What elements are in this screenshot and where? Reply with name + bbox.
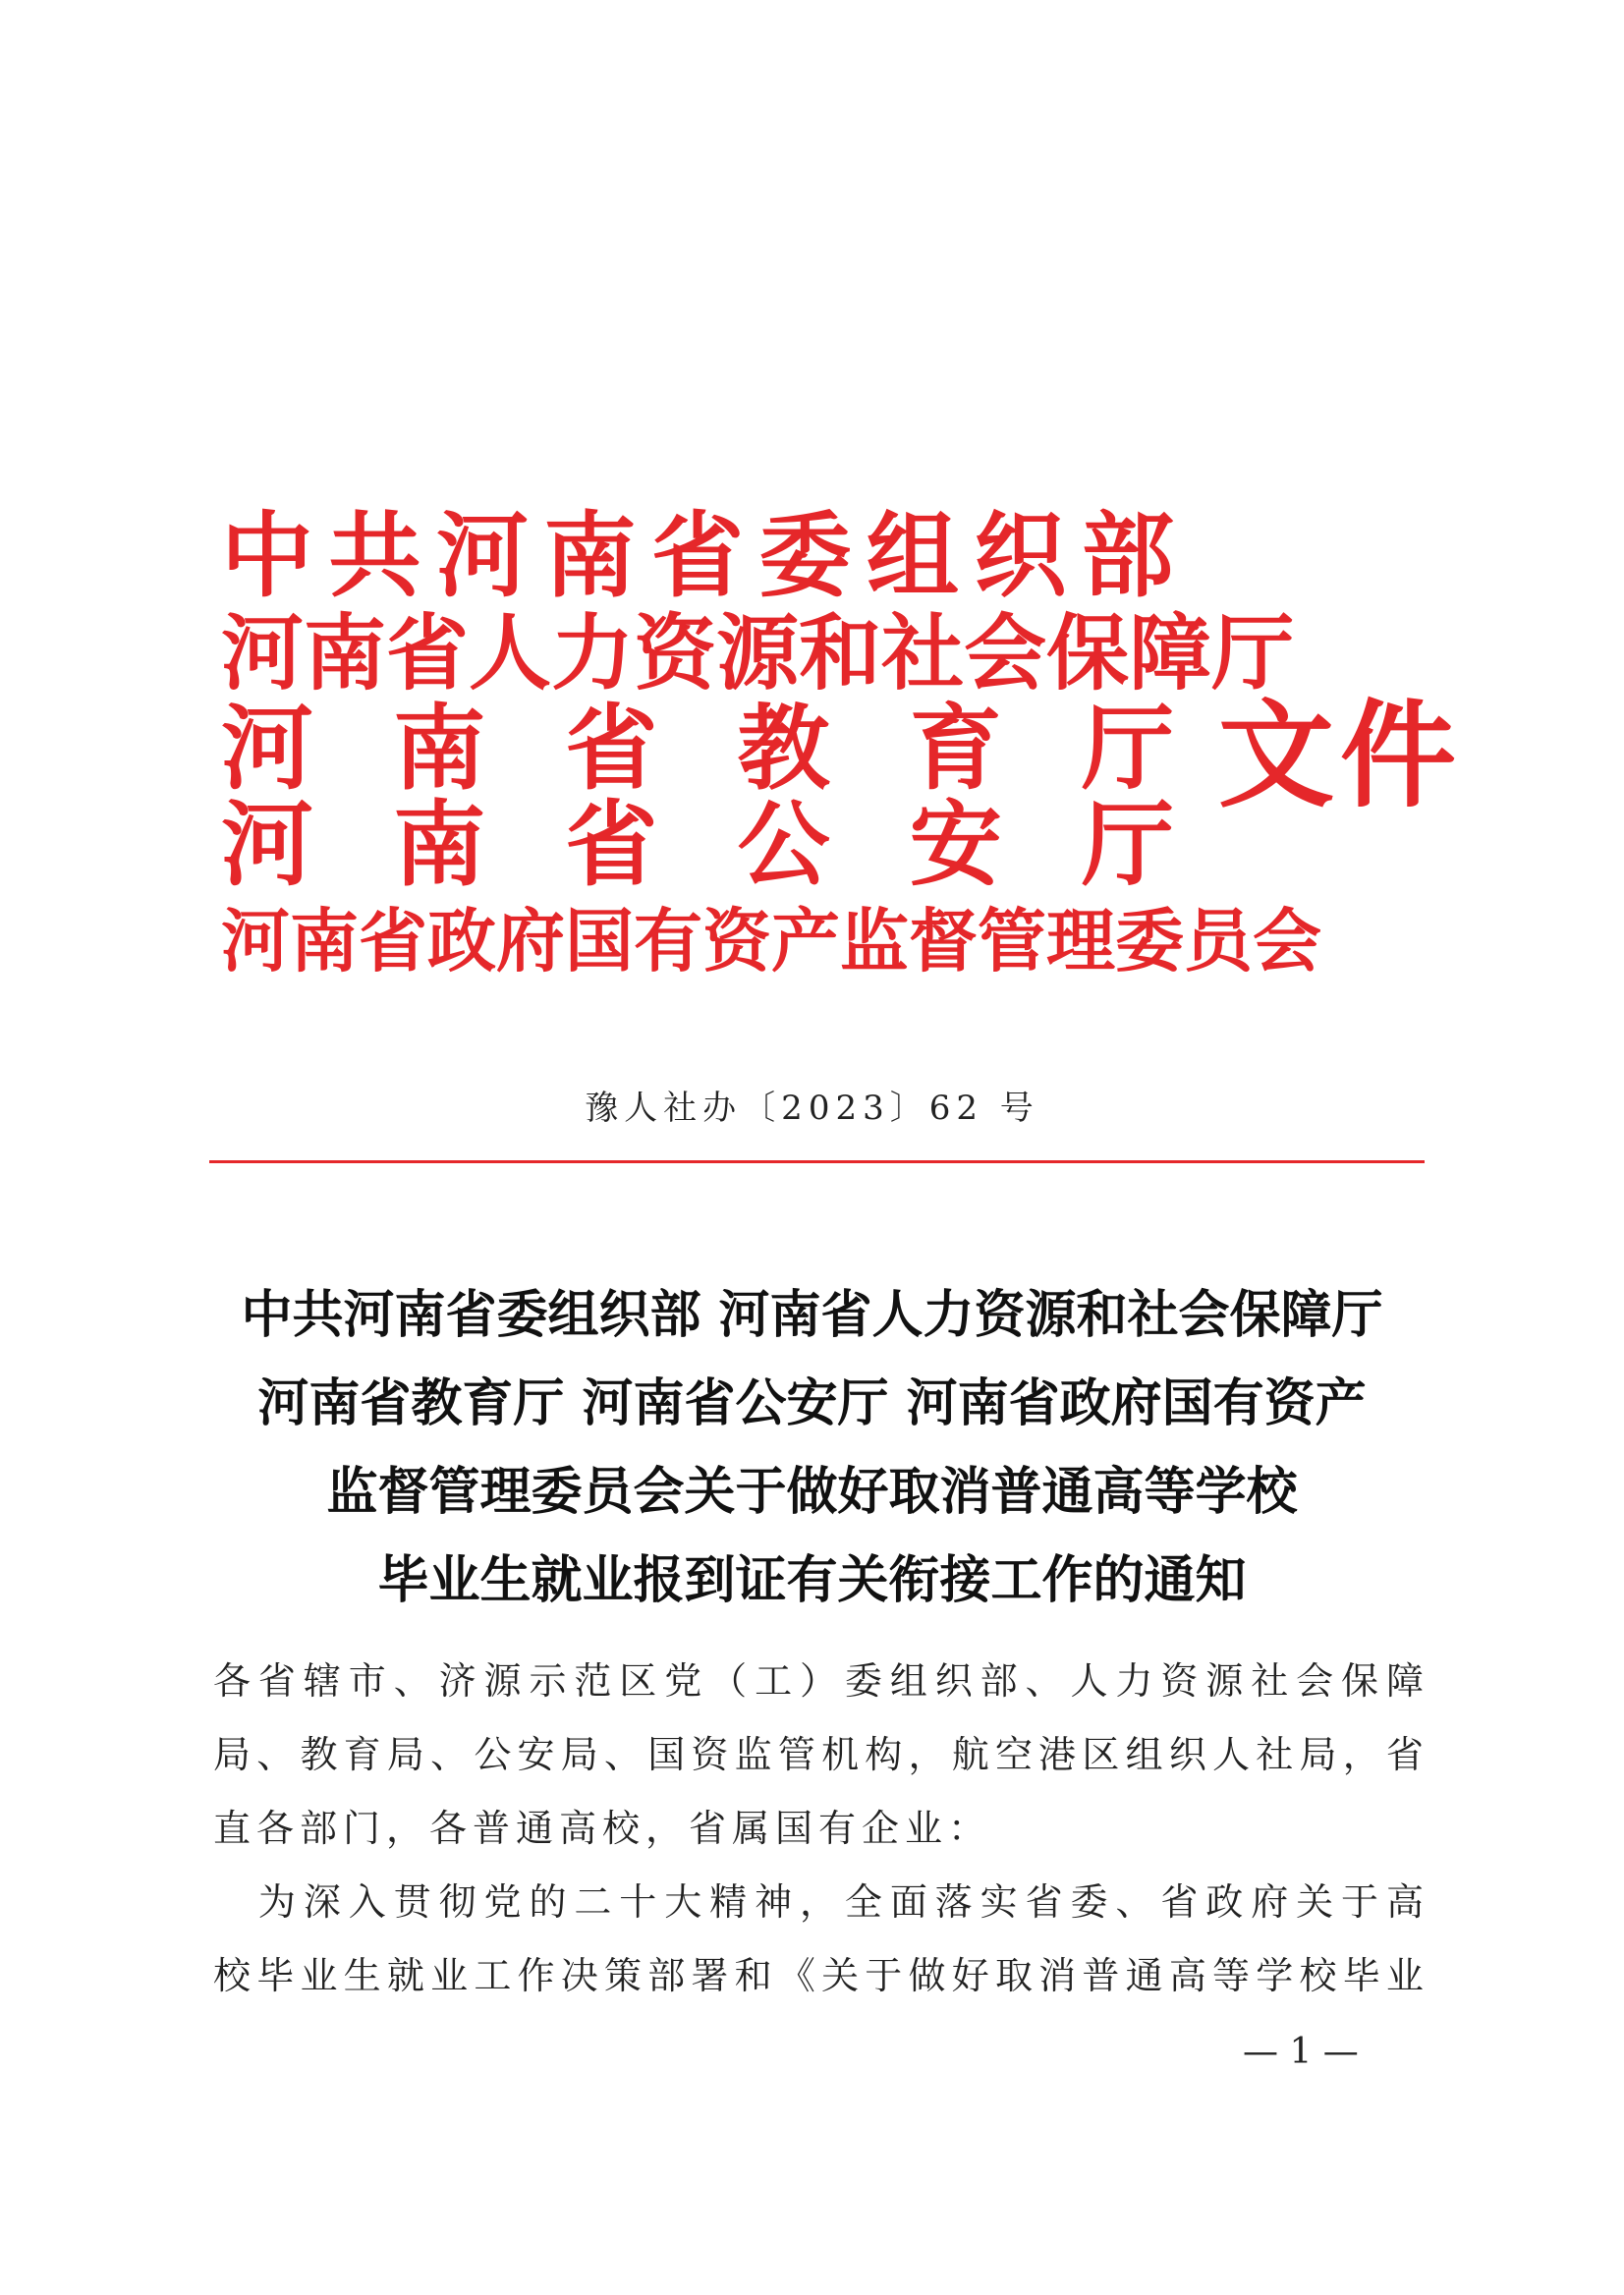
body-char: 业 — [300, 1954, 338, 1997]
issuer-char: 保 — [1046, 604, 1130, 701]
issuer-char: 资 — [702, 900, 771, 981]
body-char: 人 — [1212, 1733, 1251, 1776]
body-char: 毕 — [1342, 1954, 1380, 1997]
body-char: 实 — [980, 1880, 1018, 1924]
body-char: 资 — [691, 1733, 729, 1776]
body-char: 高 — [1168, 1954, 1206, 1997]
body-char: 落 — [934, 1880, 973, 1924]
issuer-char: 员 — [1184, 900, 1253, 981]
body-line-3: 直各部门，各普通高校，省属国有企业： — [213, 1807, 992, 1850]
issuer-char: 部 — [1081, 502, 1174, 610]
body-char: 委 — [844, 1659, 882, 1703]
issuer-char: 河 — [221, 791, 314, 899]
body-char: 工 — [474, 1954, 512, 1997]
issuer-char: 南 — [393, 695, 486, 803]
body-char: 校 — [1299, 1954, 1337, 1997]
body-char: 局 — [386, 1733, 424, 1776]
body-char: 会 — [1296, 1659, 1334, 1703]
body-char: 区 — [619, 1659, 657, 1703]
body-char: 力 — [1115, 1659, 1153, 1703]
body-char: 关 — [821, 1954, 860, 1997]
body-char: 十 — [619, 1880, 657, 1924]
body-char: 人 — [1070, 1659, 1108, 1703]
body-char: 为 — [257, 1880, 296, 1924]
body-char: 市 — [348, 1659, 386, 1703]
body-char: 管 — [777, 1733, 815, 1776]
body-char: 示 — [529, 1659, 567, 1703]
body-char: 深 — [303, 1880, 341, 1924]
issuer-char: 中 — [221, 502, 314, 610]
issuer-char: 河 — [221, 695, 314, 803]
body-char: ， — [1342, 1733, 1380, 1776]
body-char: 《 — [777, 1954, 815, 1997]
issuer-line-2 — [221, 604, 1295, 702]
body-char: 社 — [1251, 1659, 1289, 1703]
page-number: — 1 — — [1243, 2032, 1359, 2072]
body-char: 好 — [951, 1954, 989, 1997]
body-char: 面 — [889, 1880, 927, 1924]
issuer-line-5 — [221, 892, 1321, 990]
body-char: 织 — [934, 1659, 973, 1703]
issuer-char: 省 — [565, 791, 658, 899]
body-char: 局 — [213, 1733, 252, 1776]
issuer-char: 育 — [909, 695, 1002, 803]
issuer-char: 委 — [1115, 900, 1184, 981]
body-char: 取 — [994, 1954, 1033, 1997]
body-char: 航 — [951, 1733, 989, 1776]
issuer-char: 厅 — [1211, 604, 1295, 701]
body-char: 监 — [734, 1733, 772, 1776]
issuer-char: 组 — [866, 502, 959, 610]
issuer-char: 资 — [634, 604, 717, 701]
issuer-char: 安 — [909, 791, 1002, 899]
body-char: ） — [799, 1659, 837, 1703]
title-line-4: 毕业生就业报到证有关衔接工作的通知 — [377, 1550, 1247, 1610]
title-line-1: 中共河南省委组织部 河南省人力资源和社会保障厅 — [241, 1285, 1383, 1345]
body-char: 全 — [844, 1880, 882, 1924]
issuer-char: 南 — [290, 900, 359, 981]
body-char: 省 — [1025, 1880, 1063, 1924]
body-char: 障 — [1385, 1659, 1424, 1703]
body-char: 入 — [348, 1880, 386, 1924]
body-char: 、 — [393, 1659, 431, 1703]
title-line-3: 监督管理委员会关于做好取消普通高等学校 — [326, 1462, 1298, 1522]
body-char: 署 — [691, 1954, 729, 1997]
issuer-char: 南 — [393, 791, 486, 899]
issuer-char: 河 — [221, 900, 290, 981]
body-char: ， — [908, 1733, 946, 1776]
issuer-char: 力 — [551, 604, 635, 701]
issuer-char: 河 — [435, 502, 529, 610]
body-char: 做 — [908, 1954, 946, 1997]
issuer-char: 省 — [565, 695, 658, 803]
issuer-char: 委 — [758, 502, 852, 610]
issuer-char: 厅 — [1081, 695, 1174, 803]
body-char: 资 — [1160, 1659, 1199, 1703]
issuer-char: 南 — [304, 604, 387, 701]
document-suffix: 文件 — [1218, 687, 1463, 823]
body-char: 省 — [1385, 1733, 1424, 1776]
body-char: 源 — [1205, 1659, 1244, 1703]
body-char: 济 — [438, 1659, 476, 1703]
issuer-char: 厅 — [1081, 791, 1174, 899]
issuer-char: 省 — [386, 604, 470, 701]
body-char: 教 — [300, 1733, 338, 1776]
body-char: 、 — [430, 1733, 469, 1776]
issuer-char: 南 — [543, 502, 637, 610]
issuer-char: 产 — [771, 900, 840, 981]
issuer-char: 河 — [221, 604, 305, 701]
issuer-char: 管 — [978, 900, 1046, 981]
body-char: 各 — [213, 1659, 252, 1703]
issuer-char: 源 — [716, 604, 800, 701]
body-char: 部 — [980, 1659, 1018, 1703]
body-char: 部 — [647, 1954, 686, 1997]
body-char: 学 — [1256, 1954, 1294, 1997]
issuer-line-1 — [221, 502, 1174, 610]
body-line-5 — [213, 1945, 1424, 1999]
issuer-char: 有 — [634, 900, 702, 981]
issuer-char: 理 — [1046, 900, 1115, 981]
body-char: 局 — [1299, 1733, 1337, 1776]
body-char: 等 — [1212, 1954, 1251, 1997]
body-char: 生 — [343, 1954, 381, 1997]
issuer-char: 监 — [840, 900, 909, 981]
issuer-char: 国 — [565, 900, 634, 981]
body-char: 的 — [529, 1880, 567, 1924]
body-line-4 — [213, 1872, 1424, 1926]
body-char: 港 — [1038, 1733, 1077, 1776]
body-char: 保 — [1341, 1659, 1379, 1703]
body-char: 普 — [1082, 1954, 1120, 1997]
body-char: 策 — [603, 1954, 642, 1997]
issuer-char: 督 — [909, 900, 978, 981]
body-char: ， — [799, 1880, 837, 1924]
body-char: 贯 — [393, 1880, 431, 1924]
body-char: 源 — [483, 1659, 522, 1703]
body-line-1 — [213, 1651, 1424, 1705]
body-char: 就 — [386, 1954, 424, 1997]
body-char: 党 — [664, 1659, 702, 1703]
issuer-line-4 — [221, 791, 1174, 899]
body-char: 范 — [574, 1659, 612, 1703]
body-char: 省 — [1160, 1880, 1199, 1924]
body-char: 空 — [994, 1733, 1033, 1776]
body-char: 通 — [1125, 1954, 1163, 1997]
body-char: 委 — [1070, 1880, 1108, 1924]
issuer-line-3 — [221, 695, 1174, 803]
body-char: 校 — [213, 1954, 252, 1997]
body-char: 于 — [1341, 1880, 1379, 1924]
body-char: 机 — [821, 1733, 860, 1776]
red-divider — [209, 1160, 1425, 1163]
body-char: 社 — [1256, 1733, 1294, 1776]
issuer-char: 公 — [737, 791, 830, 899]
body-char: 毕 — [256, 1954, 295, 1997]
body-char — [213, 1872, 251, 1926]
body-line-2 — [213, 1724, 1424, 1778]
body-char: （ — [709, 1659, 748, 1703]
body-char: 于 — [865, 1954, 903, 1997]
body-char: 省 — [257, 1659, 296, 1703]
body-char: 消 — [1038, 1954, 1077, 1997]
body-char: 高 — [1385, 1880, 1424, 1924]
body-char: 和 — [734, 1954, 772, 1997]
document-number: 豫人社办〔2023〕62 号 — [585, 1089, 1039, 1128]
issuer-char: 人 — [469, 604, 552, 701]
body-char: 组 — [1125, 1733, 1163, 1776]
body-char: 、 — [1115, 1880, 1153, 1924]
issuer-char: 省 — [650, 502, 744, 610]
body-char: 业 — [430, 1954, 469, 1997]
issuer-char: 织 — [974, 502, 1067, 610]
body-char: 构 — [865, 1733, 903, 1776]
body-char: 区 — [1082, 1733, 1120, 1776]
body-char: 政 — [1205, 1880, 1244, 1924]
body-char: 、 — [1025, 1659, 1063, 1703]
body-char: 精 — [709, 1880, 748, 1924]
body-char: 育 — [343, 1733, 381, 1776]
body-char: 辖 — [303, 1659, 341, 1703]
body-char: 公 — [474, 1733, 512, 1776]
body-char: 关 — [1296, 1880, 1334, 1924]
body-char: 、 — [256, 1733, 295, 1776]
issuer-char: 省 — [359, 900, 427, 981]
title-line-2: 河南省教育厅 河南省公安厅 河南省政府国有资产 — [257, 1373, 1367, 1433]
body-char: 作 — [517, 1954, 555, 1997]
body-char: 府 — [1251, 1880, 1289, 1924]
issuer-char: 教 — [737, 695, 830, 803]
body-char: 二 — [574, 1880, 612, 1924]
body-char: 决 — [560, 1954, 598, 1997]
body-char: 工 — [755, 1659, 793, 1703]
issuer-char: 和 — [799, 604, 882, 701]
body-char: 安 — [517, 1733, 555, 1776]
body-char: 组 — [889, 1659, 927, 1703]
issuer-char: 政 — [427, 900, 496, 981]
body-char: 织 — [1168, 1733, 1206, 1776]
issuer-char: 府 — [496, 900, 565, 981]
issuer-char: 会 — [964, 604, 1047, 701]
issuer-char: 共 — [328, 502, 421, 610]
body-char: 党 — [483, 1880, 522, 1924]
body-char: 局 — [560, 1733, 598, 1776]
issuer-char: 障 — [1129, 604, 1212, 701]
body-char: 国 — [647, 1733, 686, 1776]
issuer-char: 社 — [881, 604, 965, 701]
body-char: 大 — [664, 1880, 702, 1924]
body-char: 、 — [603, 1733, 642, 1776]
body-char: 彻 — [438, 1880, 476, 1924]
body-char: 神 — [755, 1880, 793, 1924]
issuer-char: 会 — [1253, 900, 1321, 981]
body-char: 业 — [1385, 1954, 1424, 1997]
